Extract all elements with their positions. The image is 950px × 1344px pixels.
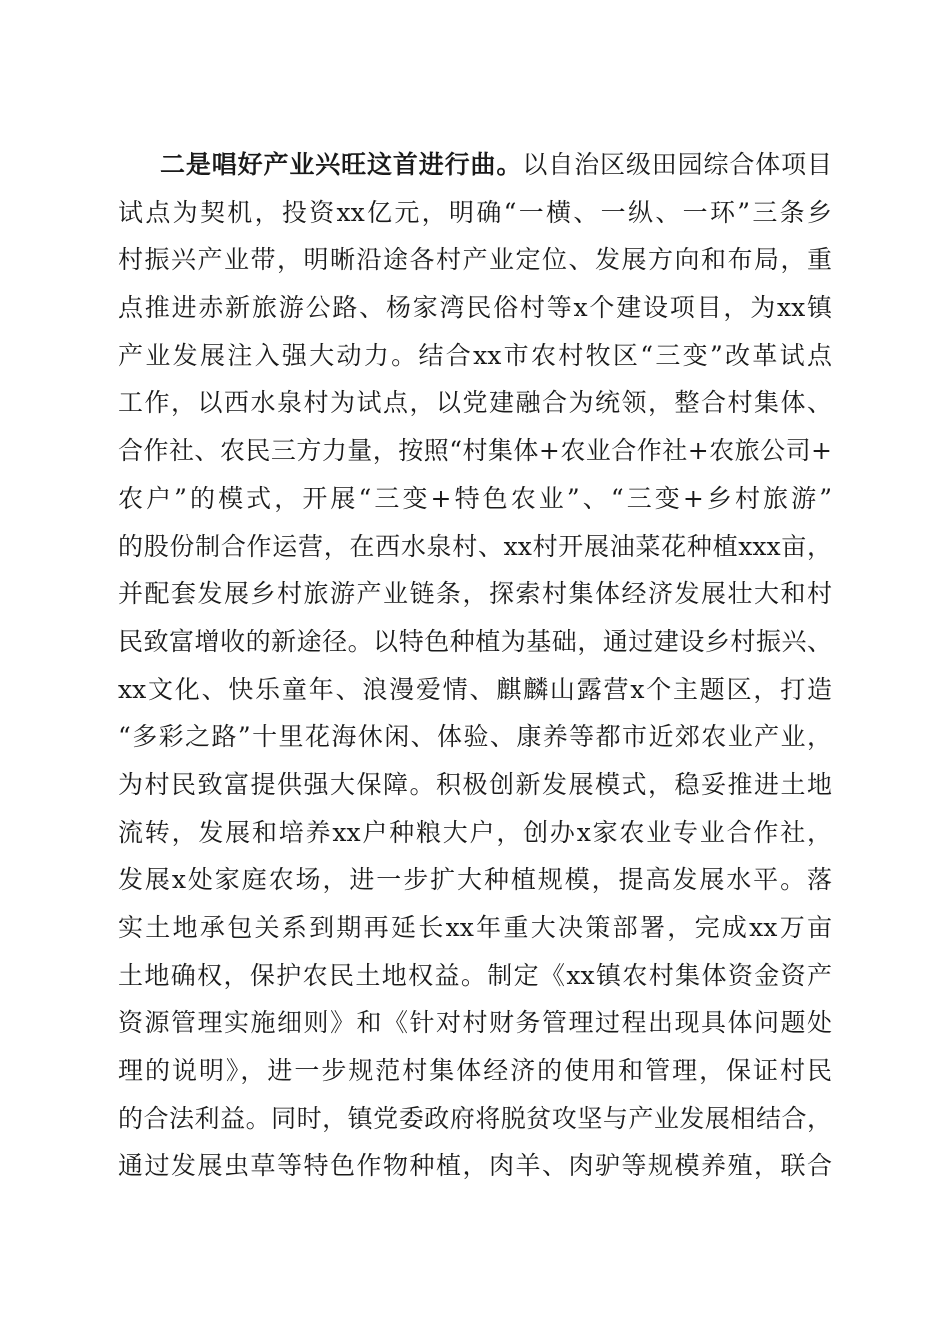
text-line: 农户”的模式，开展“三变+特色农业”、“三变+乡村旅游” [118,483,832,513]
paragraph-heading: 二是唱好产业兴旺这首进行曲。 [160,150,523,179]
first-line-text: 以自治区级田园综合体项目 [522,150,832,179]
text-line: 工作，以西水泉村为试点，以党建融合为统领，整合村集体、 [118,388,832,418]
text-line: 实土地承包关系到期再延长xx年重大决策部署，完成xx万亩 [118,913,832,942]
text-line: 土地确权，保护农民土地权益。制定《xx镇农村集体资金资产 [118,960,832,990]
text-line: 通过发展虫草等特色作物种植，肉羊、肉驴等规模养殖，联合 [118,1151,832,1181]
text-line: 流转，发展和培养xx户种粮大户，创办x家农业专业合作社， [118,817,832,847]
text-line: 的合法利益。同时，镇党委政府将脱贫攻坚与产业发展相结合， [118,1103,832,1133]
body-paragraph [118,141,832,1190]
text-line: 的股份制合作运营，在西水泉村、xx村开展油菜花种植xxx亩， [118,531,832,561]
text-line: 理的说明》，进一步规范村集体经济的使用和管理，保证村民 [118,1056,832,1086]
text-line: 点推进赤新旅游公路、杨家湾民俗村等x个建设项目，为xx镇 [118,293,832,323]
paragraph-first-line [118,141,832,189]
text-line: 产业发展注入强大动力。结合xx市农村牧区“三变”改革试点 [118,340,832,370]
text-line: 村振兴产业带，明晰沿途各村产业定位、发展方向和布局，重 [118,245,832,275]
text-line: “多彩之路”十里花海休闲、体验、康养等都市近郊农业产业， [118,722,832,752]
text-line: 资源管理实施细则》和《针对村财务管理过程出现具体问题处 [118,1008,832,1038]
text-line: 合作社、农民三方力量，按照“村集体+农业合作社+农旅公司+ [118,436,832,466]
text-line: 发展x处家庭农场，进一步扩大种植规模，提高发展水平。落 [118,865,832,895]
text-line: 为村民致富提供强大保障。积极创新发展模式，稳妥推进土地 [118,769,832,799]
text-line: 民致富增收的新途径。以特色种植为基础，通过建设乡村振兴、 [118,626,832,656]
text-line: 试点为契机，投资xx亿元，明确“一横、一纵、一环”三条乡 [118,197,832,227]
text-line: xx文化、快乐童年、浪漫爱情、麒麟山露营x个主题区，打造 [118,674,832,704]
text-line: 并配套发展乡村旅游产业链条，探索村集体经济发展壮大和村 [118,579,832,609]
